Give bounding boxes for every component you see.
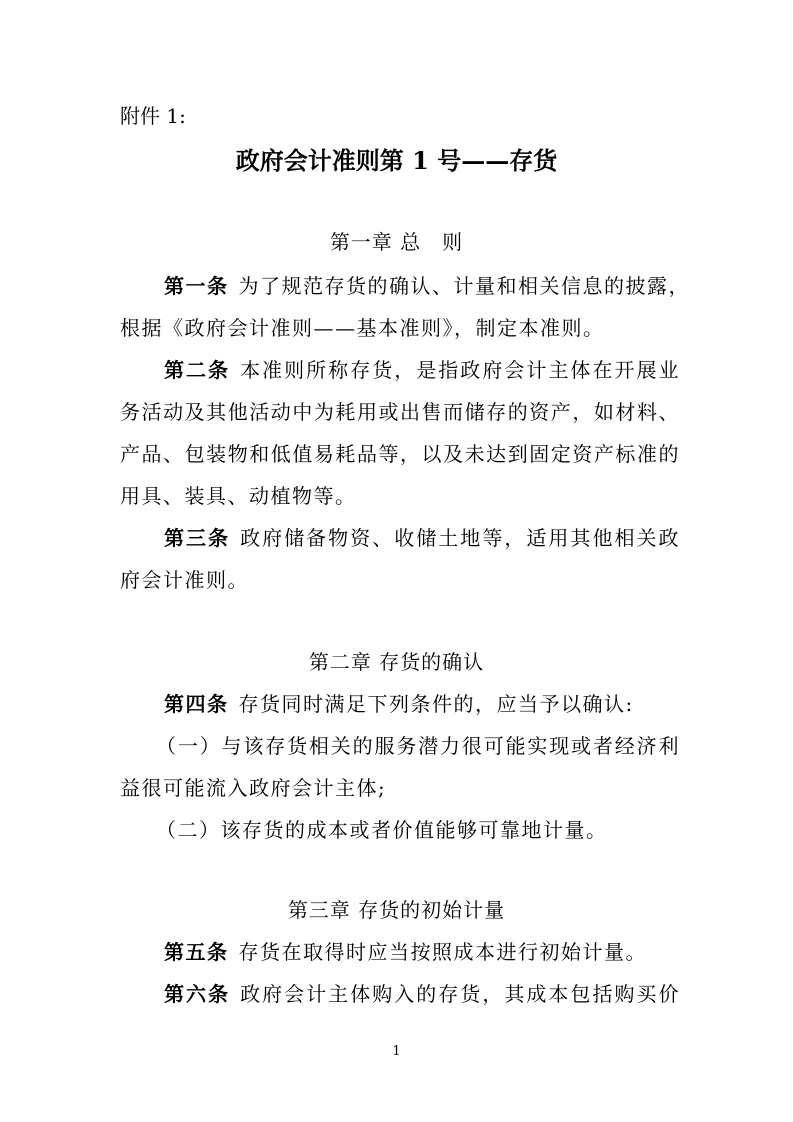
article-1-line-1 [164, 274, 690, 298]
article-label: 第二条 [164, 358, 231, 382]
document-title: 政府会计准则第 1 号——存货 [235, 146, 558, 175]
article-label: 第四条 [164, 692, 229, 716]
page-number: 1 [392, 1044, 401, 1059]
chapter-heading-1: 第一章 总 则 [329, 230, 464, 254]
article-text: 为了规范存货的确认、计量和相关信息的披露， [238, 274, 690, 298]
article-label: 第一条 [164, 274, 229, 298]
article-label: 第三条 [164, 526, 231, 550]
item-2-line-1: （二）该存货的成本或者价值能够可靠地计量。 [156, 818, 608, 842]
item-1-line-2: 益很可能流入政府会计主体; [120, 776, 387, 800]
article-text: 存货在取得时应当按照成本进行初始计量。 [238, 940, 647, 964]
item-1-line-1: （一）与该存货相关的服务潜力很可能实现或者经济利 [156, 734, 680, 758]
article-2-line-4: 用具、装具、动植物等。 [120, 484, 357, 508]
article-text: 政府会计主体购入的存货，其成本包括购买价 [240, 982, 681, 1006]
article-2-line-2: 务活动及其他活动中为耗用或出售而储存的资产，如材料、 [120, 400, 680, 424]
chapter-heading-2: 第二章 存货的确认 [308, 650, 485, 674]
article-1-line-2: 根据《政府会计准则——基本准则》，制定本准则。 [120, 316, 605, 340]
article-5-line-1 [164, 940, 680, 964]
article-3-line-2: 府会计准则。 [120, 568, 249, 592]
article-label: 第六条 [164, 982, 231, 1006]
article-text: 存货同时满足下列条件的，应当予以确认: [238, 692, 634, 716]
article-text: 本准则所称存货，是指政府会计主体在开展业 [240, 358, 681, 382]
article-2-line-3: 产品、包装物和低值易耗品等，以及未达到固定资产标准的 [120, 442, 680, 466]
article-3-line-1 [164, 526, 680, 550]
article-label: 第五条 [164, 940, 229, 964]
article-4-line-1 [164, 692, 680, 716]
article-6-line-1 [164, 982, 680, 1006]
article-text: 政府储备物资、收储土地等，适用其他相关政 [240, 526, 681, 550]
article-2-line-1 [164, 358, 680, 382]
chapter-heading-3: 第三章 存货的初始计量 [287, 898, 506, 922]
attachment-label: 附件 1: [120, 104, 186, 128]
